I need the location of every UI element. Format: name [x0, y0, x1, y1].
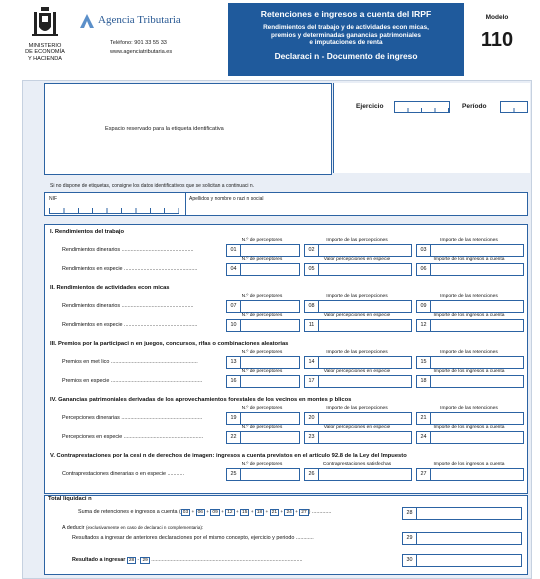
deduct-note: (exclusivamente en caso de declaraci n complementaria): — [85, 525, 204, 530]
ministry-name — [14, 43, 76, 62]
result-label: Resultado a ingresar — [72, 557, 126, 563]
box-27[interactable] — [416, 468, 524, 481]
result-line: Resultado a ingresar 28 - 29 ..................................................................................................... — [72, 557, 303, 563]
box-20[interactable] — [304, 412, 412, 425]
column-header: Valor percepciones en especie — [323, 369, 391, 374]
box-number: 06 — [417, 264, 431, 275]
box-number: 04 — [227, 264, 241, 275]
column-header: N.º de perceptores — [241, 238, 283, 243]
box-10[interactable] — [226, 319, 300, 332]
box-07[interactable] — [226, 300, 300, 313]
ministry-crest — [30, 6, 60, 42]
box-11[interactable] — [304, 319, 412, 332]
column-header: N.º de perceptores — [241, 425, 283, 430]
column-header: Importe de las percepciones — [326, 406, 388, 411]
box-01[interactable] — [226, 244, 300, 257]
name-field[interactable] — [189, 204, 523, 213]
form-title: Retenciones e ingresos a cuenta del IRPF — [260, 9, 432, 19]
sum-label: Suma de retenciones e ingresos a cuenta ( — [78, 509, 181, 515]
box-04[interactable] — [226, 263, 300, 276]
agency-website[interactable]: www.agenciatributaria.es — [110, 49, 173, 55]
agency-name: Agencia Tributaria — [98, 14, 181, 26]
sum-end: ) ............. — [308, 509, 332, 515]
column-header: N.º de perceptores — [241, 313, 283, 318]
box-number: 17 — [305, 376, 319, 387]
box-number: 18 — [417, 376, 431, 387]
column-header: Importe de las retenciones — [440, 350, 498, 355]
box-number: 19 — [227, 413, 241, 424]
name-label: Apellidos y nombre o razi n social — [189, 196, 264, 202]
ministry-line: MINISTERIO — [28, 43, 62, 49]
box-12[interactable] — [416, 319, 524, 332]
sum-box-ref: 24 — [286, 510, 292, 515]
sum-box-ref: 12 — [227, 510, 233, 515]
box-number: 09 — [417, 301, 431, 312]
section-title: IV. Ganancias patrimoniales derivadas de los aprovechamientos forestales de los vecinos en montes p blicos — [50, 397, 352, 403]
label-space — [44, 83, 332, 175]
title-panel — [228, 3, 464, 76]
box-number: 24 — [417, 432, 431, 443]
periodo-field[interactable] — [500, 101, 528, 113]
box-28[interactable] — [402, 507, 522, 520]
box-25[interactable] — [226, 468, 300, 481]
column-header: Valor percepciones en especie — [323, 257, 391, 262]
ministry-line: DE ECONOMÍA — [25, 49, 65, 56]
box-number: 14 — [305, 357, 319, 368]
box-06[interactable] — [416, 263, 524, 276]
box-14[interactable] — [304, 356, 412, 369]
agency-logo-icon — [78, 12, 96, 30]
box-number: 16 — [227, 376, 241, 387]
box-29[interactable] — [402, 532, 522, 545]
box-number: 26 — [305, 469, 319, 480]
box-22[interactable] — [226, 431, 300, 444]
modelo-number: 110 — [480, 29, 514, 51]
section-title: II. Rendimientos de actividades econ micas — [50, 285, 170, 291]
total-title: Total liquidaci n — [48, 496, 92, 502]
sum-box-ref: 18 — [256, 510, 263, 515]
doc-title: Declaraci n - Documento de ingreso — [274, 50, 418, 61]
box-number: 20 — [305, 413, 319, 424]
box-21[interactable] — [416, 412, 524, 425]
column-header: Importe de los ingresos a cuenta — [433, 313, 505, 318]
box-15[interactable] — [416, 356, 524, 369]
deduct-line — [62, 525, 203, 531]
ministry-line: Y HACIENDA — [27, 55, 63, 62]
column-header: Importe de las retenciones — [440, 294, 498, 299]
box-number: 08 — [305, 301, 319, 312]
box-05[interactable] — [304, 263, 412, 276]
box-23[interactable] — [304, 431, 412, 444]
column-header: Importe de las percepciones — [326, 238, 388, 243]
box-number: 11 — [305, 320, 319, 331]
subtitle-line: Rendimientos del trabajo y de actividades econ micas, — [263, 24, 429, 31]
box-19[interactable] — [226, 412, 300, 425]
row-label: Rendimientos en especie ................................................. — [62, 322, 198, 328]
nif-label: NIF — [49, 196, 58, 202]
agency-phone: Teléfono: 901 33 55 33 — [110, 40, 167, 46]
box-number: 27 — [417, 469, 431, 480]
column-header: Contraprestaciones satisfechas — [322, 462, 392, 467]
box-number: 02 — [305, 245, 319, 256]
column-header: N.º de perceptores — [241, 369, 283, 374]
box-number: 07 — [227, 301, 241, 312]
deduct-label: A deducir — [62, 525, 85, 531]
period-block — [333, 83, 530, 173]
row-label: Rendimientos dinerarios ................................................ — [62, 247, 194, 253]
box-number: 28 — [403, 508, 417, 519]
sum-box-ref: 27 — [301, 510, 307, 515]
sum-line: Suma de retenciones e ingresos a cuenta ( 03 + 06 + 09 + 12 + 15 + 18 + 21 + 24 + 27 ) ............. — [78, 509, 332, 515]
column-header: N.º de perceptores — [241, 257, 283, 262]
box-26[interactable] — [304, 468, 412, 481]
column-header: Importe de los ingresos a cuenta — [433, 425, 505, 430]
modelo-label: Modelo — [485, 14, 509, 21]
box-17[interactable] — [304, 375, 412, 388]
box-number: 05 — [305, 264, 319, 275]
sum-box-ref: 15 — [242, 510, 248, 515]
column-header: Importe de las percepciones — [326, 350, 388, 355]
results-label: Resultados a ingresar de anteriores declaraciones por el mismo concepto, ejercicio y periodo ............ — [72, 535, 314, 541]
box-number: 15 — [417, 357, 431, 368]
sum-box-ref: 06 — [197, 510, 203, 515]
column-header: Importe de los ingresos a cuenta — [433, 369, 505, 374]
label-space-text: Espacio reservado para la etiqueta identificativa — [105, 126, 224, 132]
section-title: III. Premios por la participaci n en juegos, concursos, rifas o combinaciones aleatorias — [50, 341, 289, 347]
column-header: N.º de perceptores — [241, 294, 283, 299]
row-label: Rendimientos en especie ................................................. — [62, 266, 198, 272]
row-label: Percepciones en especie ..................................................... — [62, 434, 204, 440]
column-header: Valor percepciones en especie — [323, 313, 391, 318]
box-16[interactable] — [226, 375, 300, 388]
periodo-label: Período — [462, 103, 487, 110]
section-title: V. Contraprestaciones por la cesi n de derechos de imagen: ingresos a cuenta previstos en el artículo 92.8 de la Ley del Impuesto — [50, 453, 407, 459]
column-header: Importe de los ingresos a cuenta — [433, 462, 505, 467]
column-header: Importe de los ingresos a cuenta — [433, 257, 505, 262]
column-header: Importe de las retenciones — [440, 406, 498, 411]
column-header: N.º de perceptores — [241, 350, 283, 355]
ejercicio-field[interactable] — [394, 101, 450, 113]
row-label: Premios en especie ............................................................. — [62, 378, 203, 384]
column-header: N.º de perceptores — [241, 462, 283, 467]
section-title: I. Rendimientos del trabajo — [50, 229, 125, 235]
box-18[interactable] — [416, 375, 524, 388]
no-labels-note: Si no dispone de etiquetas, consigne los datos identificativos que se solicitan a continuaci n. — [50, 183, 255, 189]
box-03[interactable] — [416, 244, 524, 257]
box-09[interactable] — [416, 300, 524, 313]
sum-box-ref: 09 — [212, 510, 218, 515]
column-header: N.º de perceptores — [241, 406, 283, 411]
column-header: Valor percepciones en especie — [323, 425, 391, 430]
box-number: 10 — [227, 320, 241, 331]
column-header: Importe de las percepciones — [326, 294, 388, 299]
nif-field[interactable] — [49, 205, 179, 214]
box-08[interactable] — [304, 300, 412, 313]
subtitle-line: e imputaciones de renta — [309, 39, 383, 46]
box-number: 13 — [227, 357, 241, 368]
row-label: Percepciones dinerarias ...................................................... — [62, 415, 203, 421]
box-13[interactable] — [226, 356, 300, 369]
row-label: Contraprestaciones dinerarias o en especie ........... — [62, 471, 184, 477]
box-number: 30 — [403, 555, 417, 566]
ejercicio-label: Ejercicio — [356, 103, 384, 110]
modelo-box — [466, 3, 528, 76]
box-24[interactable] — [416, 431, 524, 444]
box-number: 25 — [227, 469, 241, 480]
box-number: 01 — [227, 245, 241, 256]
nif-row — [44, 192, 528, 216]
row-label: Premios en met lico .......................................................... — [62, 359, 198, 365]
result-box-ref: 28 — [128, 558, 135, 563]
box-02[interactable] — [304, 244, 412, 257]
box-number: 22 — [227, 432, 241, 443]
row-label: Rendimientos dinerarios ................................................ — [62, 303, 194, 309]
sum-box-ref: 21 — [271, 510, 278, 515]
box-number: 23 — [305, 432, 319, 443]
box-number: 03 — [417, 245, 431, 256]
box-number: 21 — [417, 413, 431, 424]
column-header: Importe de las retenciones — [440, 238, 498, 243]
sum-box-ref: 03 — [182, 510, 189, 515]
subtitle-line: premios y determinadas ganancias patrimoniales — [271, 31, 421, 39]
box-number: 12 — [417, 320, 431, 331]
result-box-ref: 29 — [142, 558, 148, 563]
box-number: 29 — [403, 533, 417, 544]
box-30[interactable] — [402, 554, 522, 567]
